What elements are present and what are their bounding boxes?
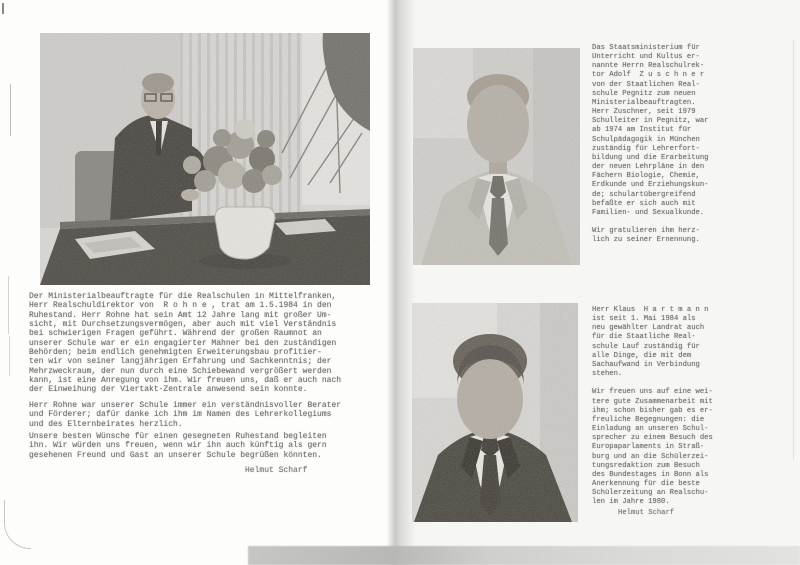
- scanner-bed-shadow: [248, 546, 800, 565]
- text-line: gesehenen Freund und Gast an unserer Schule begrüßen könnten.: [29, 450, 322, 460]
- text-line: Herr Realschuldirektor von R o h n e , trat am 1.5.1984 in den: [29, 301, 332, 311]
- text-line: Europaparlaments in Straß-: [592, 443, 705, 452]
- office-photo-image: [40, 33, 370, 285]
- text-line: Behörden; beim endlich genehmigten Erweiterungsbau profitier-: [29, 348, 322, 358]
- text-line: Wir gratulieren ihm herz-: [592, 227, 700, 236]
- right-article-bottom: [592, 306, 713, 507]
- text-line: sprecher zu einem Besuch des: [592, 434, 713, 443]
- text-line: des Bundestages in Bonn als: [592, 470, 709, 479]
- text-line: unserer Schule war er ein engagierter Mahner bei den zuständigen: [29, 338, 337, 348]
- text-line: Anerkennung für die beste: [592, 479, 700, 488]
- text-line: kann, ist eine Anregung von ihm. Wir freuen uns, daß er auch nach: [29, 376, 342, 386]
- left-article-paragraph-3: [29, 432, 327, 460]
- left-article-paragraph-2: [29, 401, 341, 429]
- text-line: schule Pegnitz zum neuen: [592, 89, 696, 98]
- text-line: und Förderer; dafür danke ich ihm im Namen des Lehrerkollegiums: [29, 410, 332, 420]
- text-line: nannte Herrn Realschulrek-: [592, 62, 705, 71]
- text-line: Wir freuen uns auf eine wei-: [592, 388, 713, 397]
- text-line: Sachaufwand in Verbindung: [592, 360, 700, 369]
- text-line: Herr Zuschner, seit 1979: [592, 108, 696, 117]
- text-line: bei schwierigen Fragen geführt. Während der großen Raumnot an: [29, 329, 322, 339]
- office-photo: [40, 33, 370, 285]
- text-line: Schulpädagogik in München: [592, 135, 700, 144]
- text-line: Familien- und Sexualkunde.: [592, 208, 705, 217]
- text-line: Schulleiter in Pegnitz, war: [592, 117, 709, 126]
- text-line: von der Staatlichen Real-: [592, 80, 700, 89]
- text-line: der Einweihung der Viertakt-Zentrale anwesend sein konnte.: [29, 385, 308, 395]
- text-line: lich zu seiner Ernennung.: [592, 236, 700, 245]
- text-line: alle Dinge, die mit dem: [592, 351, 692, 360]
- text-line: stehen.: [592, 370, 623, 379]
- text-line: de; schulartübergreifend: [592, 190, 696, 199]
- text-line: schule Lauf zuständig für: [592, 342, 700, 351]
- left-article-paragraph-1: [29, 292, 341, 395]
- text-line: ihm; schon bisher gab es er-: [592, 406, 713, 415]
- text-line: der neuen Lehrpläne in den: [592, 163, 705, 172]
- text-line: zuständig für Lehrerfort-: [592, 144, 700, 153]
- text-line: tor Adolf Z u s c h n e r: [592, 71, 705, 80]
- text-line: Ruhestand. Herr Rohne hat sein Amt 12 Jahre lang mit großer Um-: [29, 310, 332, 320]
- text-line: ten wir von seiner langjährigen Erfahrung und Sachkenntnis; der: [29, 357, 332, 367]
- text-line: tungsredaktion zum Besuch: [592, 461, 700, 470]
- left-signature: Helmut Scharf: [245, 466, 308, 475]
- portrait-bottom-image: [412, 303, 578, 522]
- text-line: Einladung an unseren Schul-: [592, 425, 709, 434]
- text-line: Unsere besten Wünsche für einen gesegneten Ruhestand begleiten: [29, 432, 327, 441]
- text-line: len im Jahre 1980.: [592, 498, 670, 507]
- portrait-photo-bottom: [412, 303, 578, 522]
- text-line: ihn. Wir würden uns freuen, wenn wir ihn auch künftig als gern: [29, 441, 327, 451]
- right-signature: Helmut Scharf: [618, 509, 675, 517]
- text-line: und des Elternbeirates herzlich.: [29, 419, 183, 429]
- text-line: bildung und die Erarbeitung: [592, 153, 709, 162]
- text-line: Unterricht und Kultus er-: [592, 53, 700, 62]
- text-line: freuliche Begegnungen: die: [592, 415, 705, 424]
- text-line: für die Staatliche Real-: [592, 333, 696, 342]
- text-line: Der Ministerialbeauftragte für die Realschulen in Mittelfranken,: [29, 292, 337, 301]
- text-line: ist seit 1. Mai 1984 als: [592, 315, 696, 324]
- portrait-photo-top: [413, 48, 580, 265]
- text-line: neu gewählter Landrat auch: [592, 324, 705, 333]
- text-line: Ministerialbeauftragten.: [592, 98, 696, 107]
- page-gutter-shadow: [380, 0, 416, 565]
- right-article-top: [592, 44, 708, 245]
- text-line: tere gute Zusammenarbeit mit: [592, 397, 713, 406]
- text-line: Erdkunde und Erziehungskun-: [592, 181, 709, 190]
- text-line: ab 1974 am Institut für: [592, 126, 692, 135]
- text-line: sicht, mit Durchsetzungsvermögen, aber auch mit viel Verständnis: [29, 320, 337, 330]
- text-line: befaßte er sich auch mit: [592, 199, 696, 208]
- portrait-top-image: [413, 48, 580, 265]
- text-line: burg und an die Schülerzei-: [592, 452, 709, 461]
- text-line: Schülerzeitung an Realschu-: [592, 489, 709, 498]
- text-line: Das Staatsministerium für: [592, 44, 700, 52]
- text-line: Fächern Biologie, Chemie,: [592, 172, 700, 181]
- text-line: Herr Klaus H a r t m a n n: [592, 306, 709, 314]
- text-line: [592, 218, 708, 227]
- text-line: Herr Rohne war unserer Schule immer ein verständnisvoller Berater: [29, 401, 342, 410]
- text-line: Mehrzweckraum, der nun durch eine Schiebewand vergrößert werden: [29, 366, 332, 376]
